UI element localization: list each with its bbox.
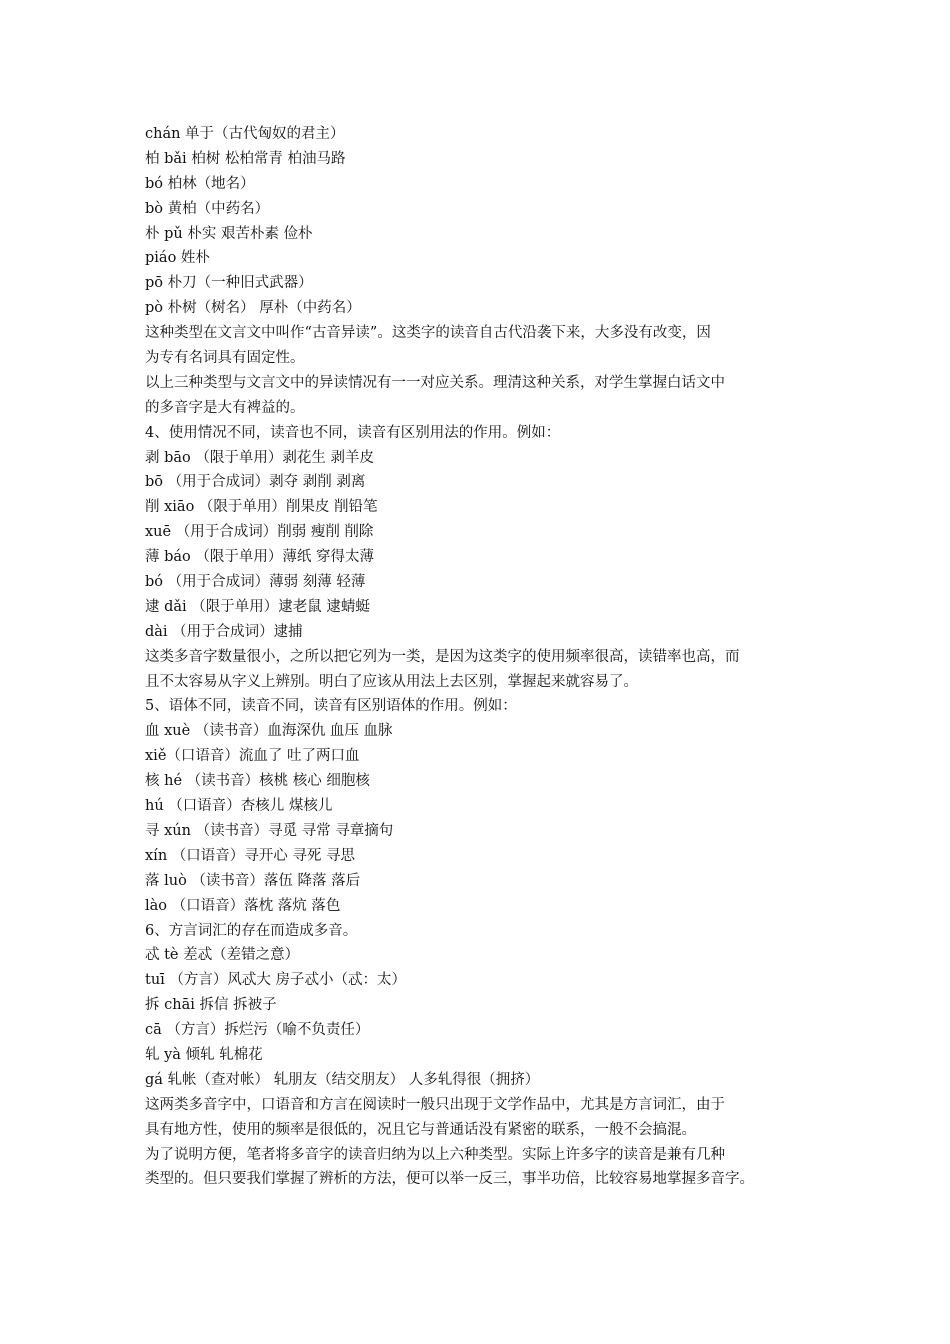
text-line: bō （用于合成词）剥夺 剥削 剥离	[145, 474, 366, 491]
text-line: 朴 pǔ 朴实 艰苦朴素 俭朴	[145, 225, 313, 242]
text-line: 拆 chāi 拆信 拆被子	[145, 997, 277, 1014]
text-line: hú （口语音）杏核儿 煤核儿	[145, 798, 333, 815]
text-line: chán 单于（古代匈奴的君主）	[145, 126, 345, 142]
text-line: bò 黄柏（中药名）	[145, 200, 270, 217]
text-line: lào （口语音）落枕 落炕 落色	[145, 897, 341, 914]
text-line: 以上三种类型与文言文中的异读情况有一一对应关系。理清这种关系，对学生掌握白话文中	[145, 374, 725, 391]
text-line: 寻 xún （读书音）寻觅 寻常 寻章摘句	[145, 822, 394, 839]
text-line: piáo 姓朴	[145, 250, 210, 267]
section-heading: 5、语体不同，读音不同，读音有区别语体的作用。例如：	[145, 698, 517, 715]
text-line: 具有地方性，使用的频率是很低的，况且它与普通话没有紧密的联系，一般不会搞混。	[145, 1121, 696, 1138]
text-line: 这两类多音字中，口语音和方言在阅读时一般只出现于文学作品中，尤其是方言词汇，由于	[145, 1096, 725, 1113]
text-line: 落 luò （读书音）落伍 降落 落后	[145, 872, 361, 889]
text-line: 这种类型在文言文中叫作“古音异读”。这类字的读音自古代沿袭下来，大多没有改变，因	[145, 325, 711, 342]
text-line: xuē （用于合成词）削弱 瘦削 削除	[145, 524, 374, 541]
text-line: 这类多音字数量很小，之所以把它列为一类，是因为这类字的使用频率很高，读错率也高，而	[145, 648, 740, 665]
text-line: bó （用于合成词）薄弱 刻薄 轻薄	[145, 574, 366, 591]
text-line: cā （方言）拆烂污（喻不负责任）	[145, 1022, 370, 1039]
text-line: tuī （方言）风忒大 房子忒小（忒：太）	[145, 972, 407, 989]
text-line: 剥 bāo （限于单用）剥花生 剥羊皮	[145, 449, 374, 466]
text-line: pò 朴树（树名） 厚朴（中药名）	[145, 300, 361, 317]
text-line: 轧 yà 倾轧 轧棉花	[145, 1046, 263, 1063]
text-line: 且不太容易从字义上辨别。明白了应该从用法上去区别，掌握起来就容易了。	[145, 673, 638, 690]
text-line: pō 朴刀（一种旧式武器）	[145, 275, 313, 292]
text-line: 柏 bǎi 柏树 松柏常青 柏油马路	[145, 150, 346, 167]
text-line: xiě（口语音）流血了 吐了两口血	[145, 748, 360, 765]
text-line: dài （用于合成词）逮捕	[145, 623, 303, 640]
text-line: 类型的。但只要我们掌握了辨析的方法，便可以举一反三，事半功倍，比较容易地掌握多音字。	[145, 1171, 754, 1188]
text-line: gá 轧帐（查对帐） 轧朋友（结交朋友） 人多轧得很（拥挤）	[145, 1071, 540, 1088]
text-line: 削 xiāo （限于单用）削果皮 削铅笔	[145, 499, 378, 516]
document-body	[145, 122, 815, 1192]
text-line: 为专有名词具有固定性。	[145, 350, 305, 367]
text-line: 为了说明方便，笔者将多音字的读音归纳为以上六种类型。实际上许多字的读音是兼有几种	[145, 1146, 725, 1163]
section-heading: 4、使用情况不同，读音也不同，读音有区别用法的作用。例如：	[145, 424, 561, 441]
text-line: 的多音字是大有裨益的。	[145, 399, 305, 416]
text-line: 血 xuè （读书音）血海深仇 血压 血脉	[145, 723, 393, 740]
text-line: 忒 tè 差忒（差错之意）	[145, 947, 300, 964]
text-line: bó 柏林（地名）	[145, 175, 255, 192]
text-line: 核 hé （读书音）核桃 核心 细胞核	[145, 773, 370, 790]
section-heading: 6、方言词汇的存在而造成多音。	[145, 922, 358, 939]
text-line: 薄 báo （限于单用）薄纸 穿得太薄	[145, 549, 374, 566]
text-line: xín （口语音）寻开心 寻死 寻思	[145, 847, 355, 864]
text-line: 逮 dǎi （限于单用）逮老鼠 逮蜻蜓	[145, 598, 370, 615]
